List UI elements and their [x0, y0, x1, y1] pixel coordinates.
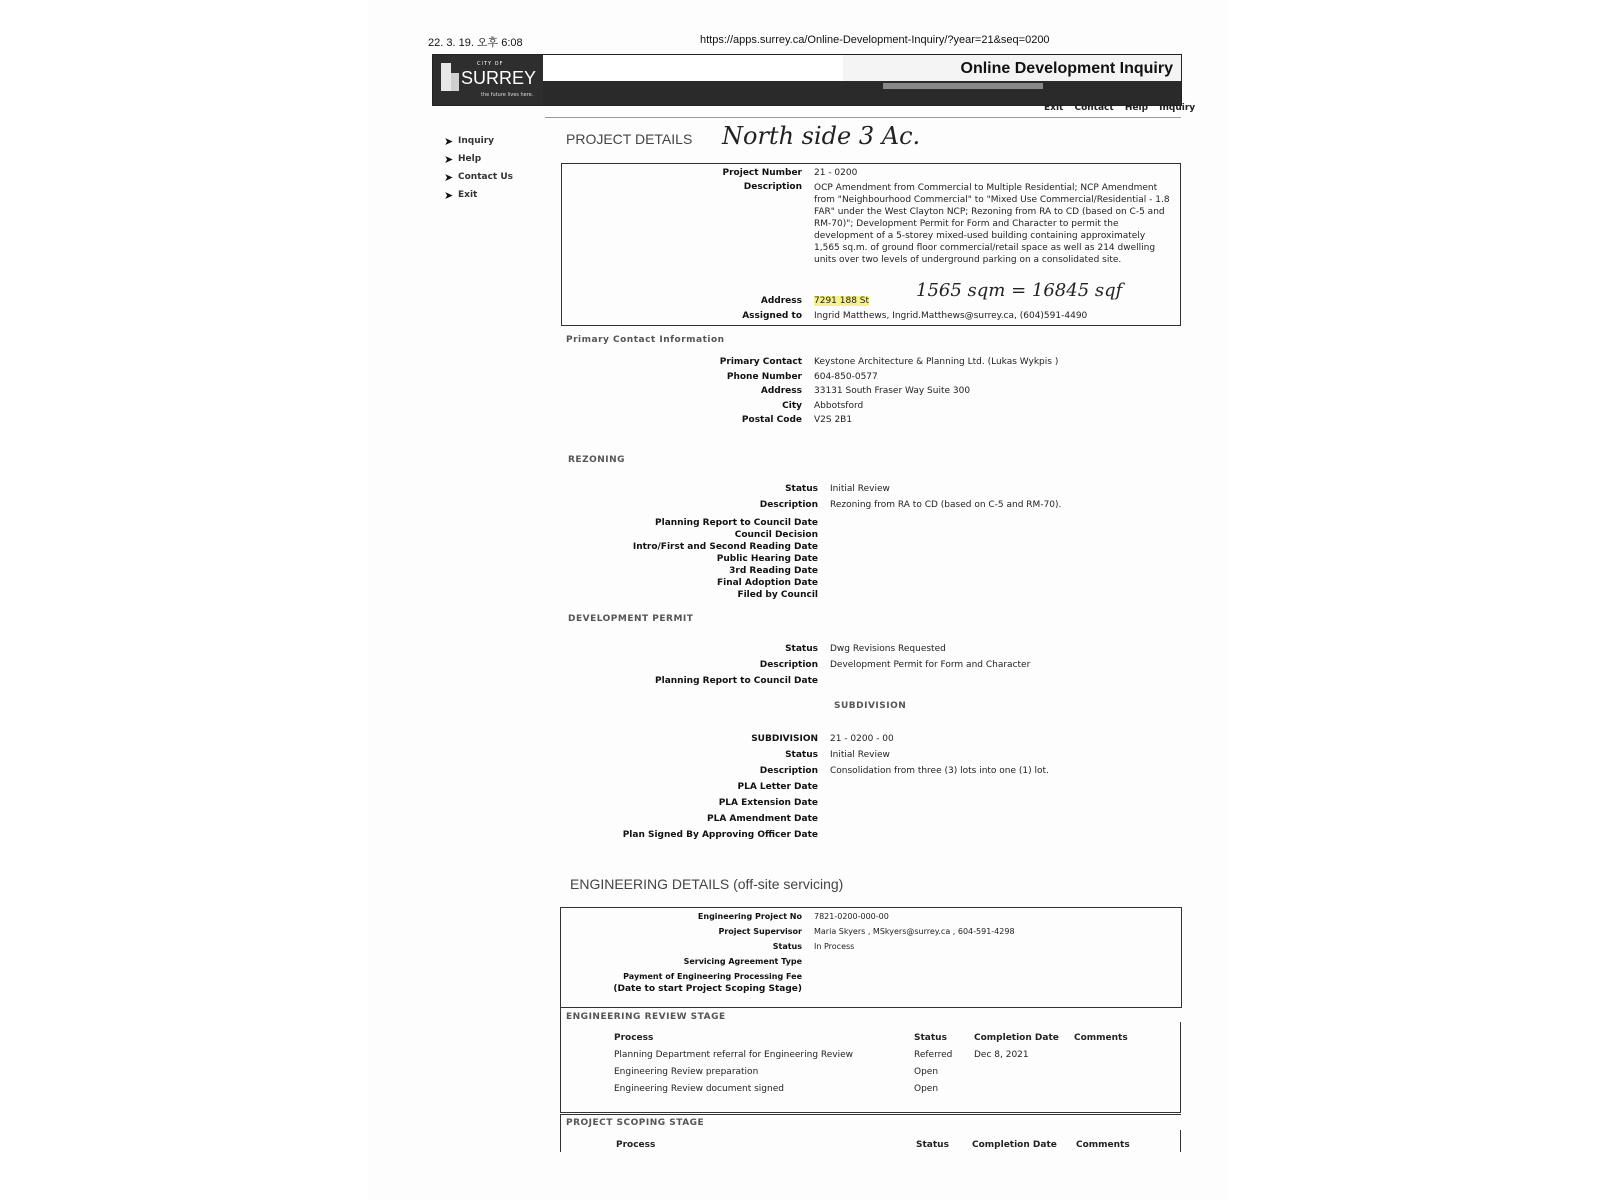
field-label: Plan Signed By Approving Officer Date — [622, 830, 818, 840]
sidebar-item-contact-us[interactable] — [444, 168, 513, 186]
handwritten-note: North side 3 Ac. — [722, 122, 921, 150]
col-comments: Comments — [1074, 1033, 1128, 1043]
field-label: PLA Extension Date — [718, 798, 818, 808]
sidebar-item-label: Exit — [458, 190, 478, 200]
field-value: Keystone Architecture & Planning Ltd. (Lukas Wykpis ) — [814, 357, 1059, 367]
field-label: Final Adoption Date — [716, 578, 818, 588]
top-nav — [1036, 103, 1195, 113]
rezoning-title: REZONING — [568, 455, 626, 465]
col-completion-date: Completion Date — [974, 1033, 1059, 1043]
top-nav-help[interactable]: Help — [1124, 103, 1149, 113]
field-label: Description — [743, 182, 802, 192]
field-value: Abbotsford — [814, 400, 864, 411]
cell-date: Dec 8, 2021 — [974, 1050, 1029, 1060]
col-process: Process — [614, 1033, 654, 1043]
banner-highlight — [543, 55, 843, 81]
field-row — [566, 578, 830, 588]
field-label: Planning Report to Council Date — [655, 676, 818, 686]
field-label: Description — [759, 766, 818, 776]
field-value: Consolidation from three (3) lots into one (1) lot. — [830, 766, 1049, 776]
field-row — [566, 566, 830, 576]
field-value: 604-850-0577 — [814, 371, 878, 382]
banner-bar — [543, 81, 1181, 105]
field-row — [566, 734, 894, 744]
field-label: PLA Letter Date — [737, 782, 818, 792]
project-number-row — [566, 168, 857, 178]
field-row — [566, 415, 852, 425]
table-row — [614, 1050, 1144, 1060]
col-completion-date: Completion Date — [972, 1140, 1057, 1150]
field-label: Address — [760, 386, 802, 396]
field-label: 3rd Reading Date — [729, 566, 818, 576]
field-value: Development Permit for Form and Character — [830, 660, 1031, 670]
field-row — [566, 500, 1061, 510]
cell-date — [974, 1084, 1074, 1094]
logo-tagline: the future lives here. — [481, 92, 534, 98]
nav-divider — [545, 117, 1181, 118]
assigned-to: Ingrid Matthews, Ingrid.Matthews@surrey.ca, (604)591-4490 — [814, 311, 1088, 321]
cell-process: Planning Department referral for Engineering Review — [614, 1050, 854, 1060]
field-row — [566, 750, 890, 760]
table-row — [614, 1084, 1144, 1094]
scoping-border-right — [1180, 1130, 1181, 1152]
engineering-details-title: ENGINEERING DETAILS (off-site servicing) — [570, 876, 844, 892]
field-label: Status — [772, 942, 802, 951]
field-row — [566, 401, 863, 411]
cell-process: Engineering Review document signed — [614, 1084, 784, 1094]
field-row — [566, 644, 946, 654]
field-label: Council Decision — [734, 530, 818, 540]
logo-text: SURREY — [461, 68, 537, 88]
field-label: Postal Code — [741, 415, 802, 425]
field-label: City — [782, 400, 802, 411]
field-row — [566, 530, 830, 540]
sidebar-item-inquiry[interactable] — [444, 132, 513, 150]
sidebar-item-help[interactable] — [444, 150, 513, 168]
field-value: 21 - 0200 - 00 — [830, 734, 894, 744]
arrow-right-icon: ➤ — [444, 134, 454, 148]
page-title: Online Development Inquiry — [960, 60, 1173, 77]
field-row — [566, 830, 830, 840]
site-banner — [432, 54, 1182, 106]
project-description: OCP Amendment from Commercial to Multiple Residential; NCP Amendment from "Neighbourhood Commercial" to "Mixed Use Commercial/Residential - 1.8 FAR" under the West Clayton NCP; Rezoning from RA to CD (based on C-5 and RM-70)"; Development Permit for Form and Character to permit the development of a 5-storey mixed-used building containing approximately 1,565 sq.m. of ground floor commercial/retail space as well as 214 dwelling units over two levels of underground parking on a consolidated site. — [814, 183, 1170, 265]
sidebar — [444, 132, 513, 204]
field-value: 33131 South Fraser Way Suite 300 — [814, 386, 971, 396]
city-tower-icon — [441, 63, 451, 91]
table-row — [614, 1067, 1144, 1077]
field-row — [566, 386, 970, 396]
field-row — [566, 782, 830, 792]
logo-small-text: CITY OF — [477, 61, 504, 67]
field-value: 7821-0200-000-00 — [814, 912, 889, 921]
table-header — [614, 1033, 1144, 1043]
cell-comments — [1074, 1067, 1144, 1077]
table-header — [616, 1140, 1146, 1150]
field-label: Description — [759, 660, 818, 670]
field-value: Initial Review — [830, 750, 890, 760]
review-stage-table — [614, 1033, 1144, 1094]
field-value: Maria Skyers , MSkyers@surrey.ca , 604-591-4298 — [814, 927, 1015, 936]
field-label: Project Supervisor — [718, 927, 802, 936]
fee-label-line2-row — [566, 984, 802, 994]
top-nav-exit[interactable]: Exit — [1044, 103, 1064, 113]
field-row — [566, 942, 854, 951]
field-label: SUBDIVISION — [751, 734, 818, 744]
banner-top — [543, 55, 1181, 81]
primary-contact-title: Primary Contact Information — [566, 335, 725, 345]
scoping-border-left — [560, 1114, 561, 1152]
cell-status: Open — [914, 1084, 939, 1094]
field-label: Filed by Council — [737, 590, 818, 600]
field-label: Status — [785, 644, 818, 654]
col-comments: Comments — [1076, 1140, 1130, 1150]
field-row — [566, 372, 878, 382]
col-status: Status — [916, 1140, 949, 1150]
field-label: Servicing Agreement Type — [683, 957, 802, 966]
review-stage-rows — [614, 1050, 1144, 1094]
cell-status: Open — [914, 1067, 939, 1077]
print-url: https://apps.surrey.ca/Online-Development-Inquiry/?year=21&seq=0200 — [700, 34, 1050, 46]
project-address-row — [566, 296, 869, 306]
sidebar-item-label: Help — [458, 154, 482, 164]
field-label: Engineering Project No — [697, 912, 802, 921]
project-description-row — [566, 182, 1170, 266]
review-stage-title: ENGINEERING REVIEW STAGE — [566, 1012, 726, 1022]
project-address: 7291 188 St — [814, 296, 870, 306]
field-row — [566, 542, 830, 552]
field-row — [566, 766, 1049, 776]
field-row — [566, 798, 830, 808]
cell-date — [974, 1067, 1074, 1077]
field-row — [566, 554, 830, 564]
scoping-stage-title: PROJECT SCOPING STAGE — [566, 1118, 705, 1128]
review-border-bottom — [560, 1112, 1181, 1113]
subdivision-title: SUBDIVISION — [834, 701, 907, 711]
field-label: PLA Amendment Date — [706, 814, 818, 824]
field-label: Intro/First and Second Reading Date — [632, 542, 818, 552]
field-label: Planning Report to Council Date — [655, 518, 818, 528]
field-value: In Process — [814, 942, 855, 951]
top-nav-contact[interactable]: Contact — [1074, 103, 1114, 113]
sidebar-item-label: Contact Us — [458, 172, 514, 182]
field-value: Rezoning from RA to CD (based on C-5 and RM-70). — [830, 500, 1062, 510]
arrow-right-icon: ➤ — [444, 170, 454, 184]
field-label: Project Number — [722, 168, 802, 178]
arrow-right-icon: ➤ — [444, 152, 454, 166]
review-border-right — [1180, 1022, 1181, 1112]
scoping-border-top — [560, 1114, 1181, 1115]
field-row — [566, 660, 1030, 670]
cell-status: Referred — [914, 1050, 953, 1060]
field-value: V2S 2B1 — [814, 415, 853, 425]
cell-process: Engineering Review preparation — [614, 1067, 759, 1077]
top-nav-inquiry[interactable]: Inquiry — [1159, 103, 1196, 113]
field-label: Address — [760, 296, 802, 306]
surrey-logo[interactable] — [433, 55, 543, 105]
field-label: Description — [759, 500, 818, 510]
field-row — [566, 484, 890, 494]
field-label: (Date to start Project Scoping Stage) — [613, 984, 802, 994]
field-row — [566, 676, 830, 686]
arrow-right-icon: ➤ — [444, 188, 454, 202]
assigned-row — [566, 311, 1087, 321]
field-row — [566, 972, 814, 981]
banner-bar-accent — [883, 83, 1043, 89]
field-value: Initial Review — [830, 484, 890, 494]
field-label: Status — [785, 750, 818, 760]
cell-comments — [1074, 1050, 1144, 1060]
sidebar-item-label: Inquiry — [458, 136, 494, 146]
field-label: Public Hearing Date — [716, 554, 818, 564]
col-process: Process — [616, 1140, 656, 1150]
field-row — [566, 590, 830, 600]
field-row — [566, 357, 1058, 367]
print-date: 22. 3. 19. 오후 6:08 — [428, 37, 523, 49]
field-label: Assigned to — [742, 311, 802, 321]
cell-comments — [1074, 1084, 1144, 1094]
sidebar-item-exit[interactable] — [444, 186, 513, 204]
field-row — [566, 518, 830, 528]
development-permit-title: DEVELOPMENT PERMIT — [568, 614, 694, 624]
field-label: Status — [785, 484, 818, 494]
field-label: Primary Contact — [719, 357, 802, 367]
field-label: Payment of Engineering Processing Fee — [623, 972, 802, 981]
field-row — [566, 927, 1015, 936]
review-border-left — [560, 1006, 561, 1112]
col-status: Status — [914, 1033, 947, 1043]
scoping-stage-table — [616, 1140, 1146, 1150]
field-row — [566, 957, 814, 966]
field-label: Phone Number — [726, 371, 802, 382]
field-value: Dwg Revisions Requested — [830, 644, 946, 654]
handwritten-area-note: 1565 sqm = 16845 sqf — [916, 280, 1123, 301]
field-row — [566, 912, 889, 921]
field-row — [566, 814, 830, 824]
project-details-title: PROJECT DETAILS — [566, 131, 693, 147]
project-number: 21 - 0200 — [814, 168, 858, 178]
